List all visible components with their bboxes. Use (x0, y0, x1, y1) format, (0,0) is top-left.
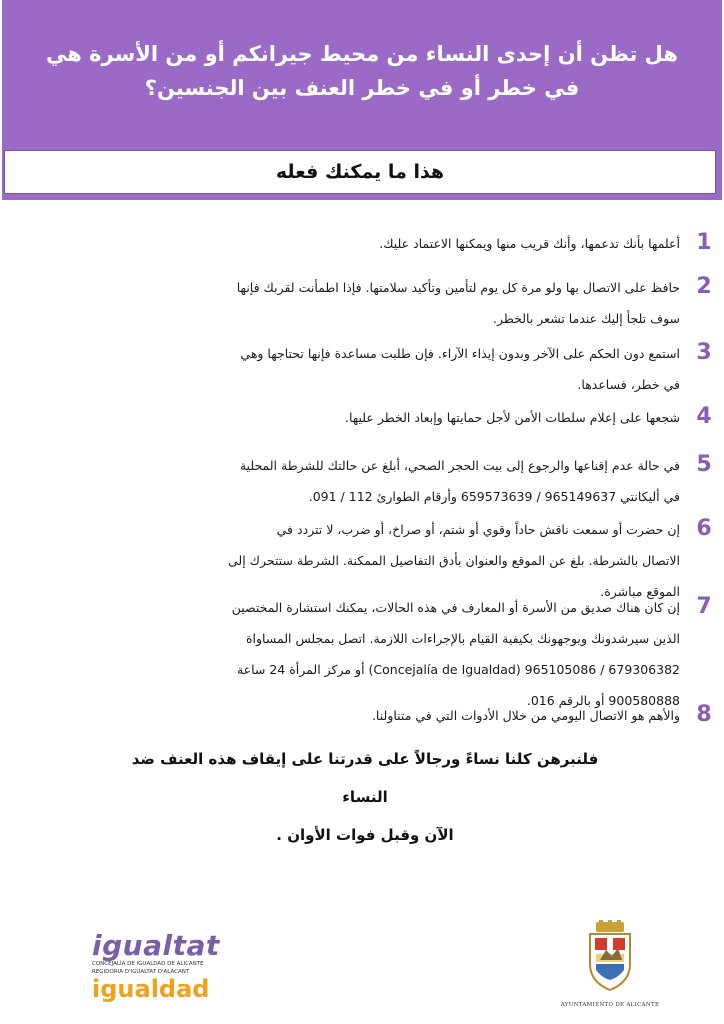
item-text-line: الذين سيرشدونك ويوجهونك بكيفية القيام بالإجراءات اللازمة. اتصل بمجلس المساواة (245, 631, 680, 646)
page-subtitle: هذا ما يمكنك فعله (275, 161, 445, 183)
item-text-line: أعلمها بأنك تدعمها، وأنك قريب منها ويمكنها الاعتماد عليك. (379, 236, 680, 251)
item-number: 6 (696, 516, 712, 541)
subtitle-box (4, 150, 716, 194)
page-title: هل تظن أن إحدى النساء من محيط جيرانكم أو من الأسرة هي في خطر أو في خطر العنف بين الجنسين؟ (46, 41, 678, 100)
item-text (160, 450, 680, 512)
closing-statement (130, 740, 600, 854)
item-number: 4 (696, 404, 712, 429)
advice-item (160, 700, 712, 731)
closing-line-1: فلنبرهن كلنا نساءً ورجالاً على قدرتنا على إيقاف هذه العنف ضد النساء (131, 750, 599, 806)
item-number: 3 (696, 340, 712, 365)
item-text (160, 338, 680, 400)
subtitle-band (2, 145, 722, 200)
item-text (160, 592, 680, 716)
item-text-line: في أليكانتي 965149637 / 659573639 وأرقام الطوارئ 112 / 091. (308, 489, 680, 504)
item-text-line: 900580888 أو بالرقم 016. (526, 693, 680, 708)
advice-item (160, 272, 712, 334)
header-banner (2, 0, 722, 145)
item-text (160, 402, 680, 433)
item-number: 7 (696, 594, 712, 619)
item-number: 2 (696, 274, 712, 299)
item-text-line: في حالة عدم إقناعها والرجوع إلى بيت الحجر الصحي، أبلغ عن حالتك للشرطة المحلية (239, 458, 680, 473)
item-text-line: شجعها على إعلام سلطات الأمن لأجل حمايتها وإبعاد الخطر عليها. (344, 410, 680, 425)
advice-item (160, 450, 712, 512)
coat-of-arms-icon (582, 920, 638, 994)
advice-item (160, 228, 712, 259)
item-text-line: إن كان هناك صديق من الأسرة أو المعارف في هذه الحالات، يمكنك استشارة المختصين (231, 600, 680, 615)
item-text-line: سوف تلجأ إليك عندما تشعر بالخطر. (493, 311, 680, 326)
advice-item (160, 402, 712, 433)
item-text-line: والأهم هو الاتصال اليومي من خلال الأدوات التي في متناولنا. (371, 708, 680, 723)
item-text-line: 679306382 / 965105086 (Concejalía de Igualdad) أو مركز المرأة 24 ساعة (236, 662, 680, 677)
item-text-line: الاتصال بالشرطة. بلغ عن الموقع والعنوان بأدق التفاصيل الممكنة. الشرطة ستتحرك إلى (228, 553, 680, 568)
advice-item (160, 592, 712, 716)
item-text-line: حافظ على الاتصال بها ولو مرة كل يوم لتأمين وتأكيد سلامتها. فإذا اطمأنت لقربك فإنها (236, 280, 680, 295)
item-text (160, 700, 680, 731)
council-caption: AYUNTAMIENTO DE ALICANTE (560, 1002, 660, 1008)
logo-caption-2: REGIDORIA D'IGUALTAT D'ALACANT (92, 969, 190, 975)
item-text-line: استمع دون الحكم على الآخر وبدون إيذاء الآراء. فإن طلبت مساعدة فإنها تحتاجها وهي (240, 346, 680, 361)
item-text-line: الموقع مباشرة. (600, 584, 680, 599)
item-text (160, 228, 680, 259)
city-council-logo (560, 920, 660, 1010)
item-text (160, 272, 680, 334)
item-number: 1 (696, 230, 712, 255)
logo-caption-1: CONCEJALÍA DE IGUALDAD DE ALICANTE (92, 961, 204, 967)
item-number: 5 (696, 452, 712, 477)
item-number: 8 (696, 702, 712, 727)
logo-word-igualdad: igualdad (92, 975, 210, 1003)
logo-word-igualtat: igualtat (92, 929, 220, 962)
closing-line-2: الآن وقبل فوات الأوان . (276, 826, 454, 844)
igualdad-logo (92, 929, 222, 1003)
item-text-line: إن حضرت أو سمعت ناقش حاداً وقوي أو شتم، أو صراخ، أو ضرب، لا تتردد في (276, 522, 680, 537)
item-text-line: في خطر، فساعدها. (577, 377, 680, 392)
advice-item (160, 338, 712, 400)
